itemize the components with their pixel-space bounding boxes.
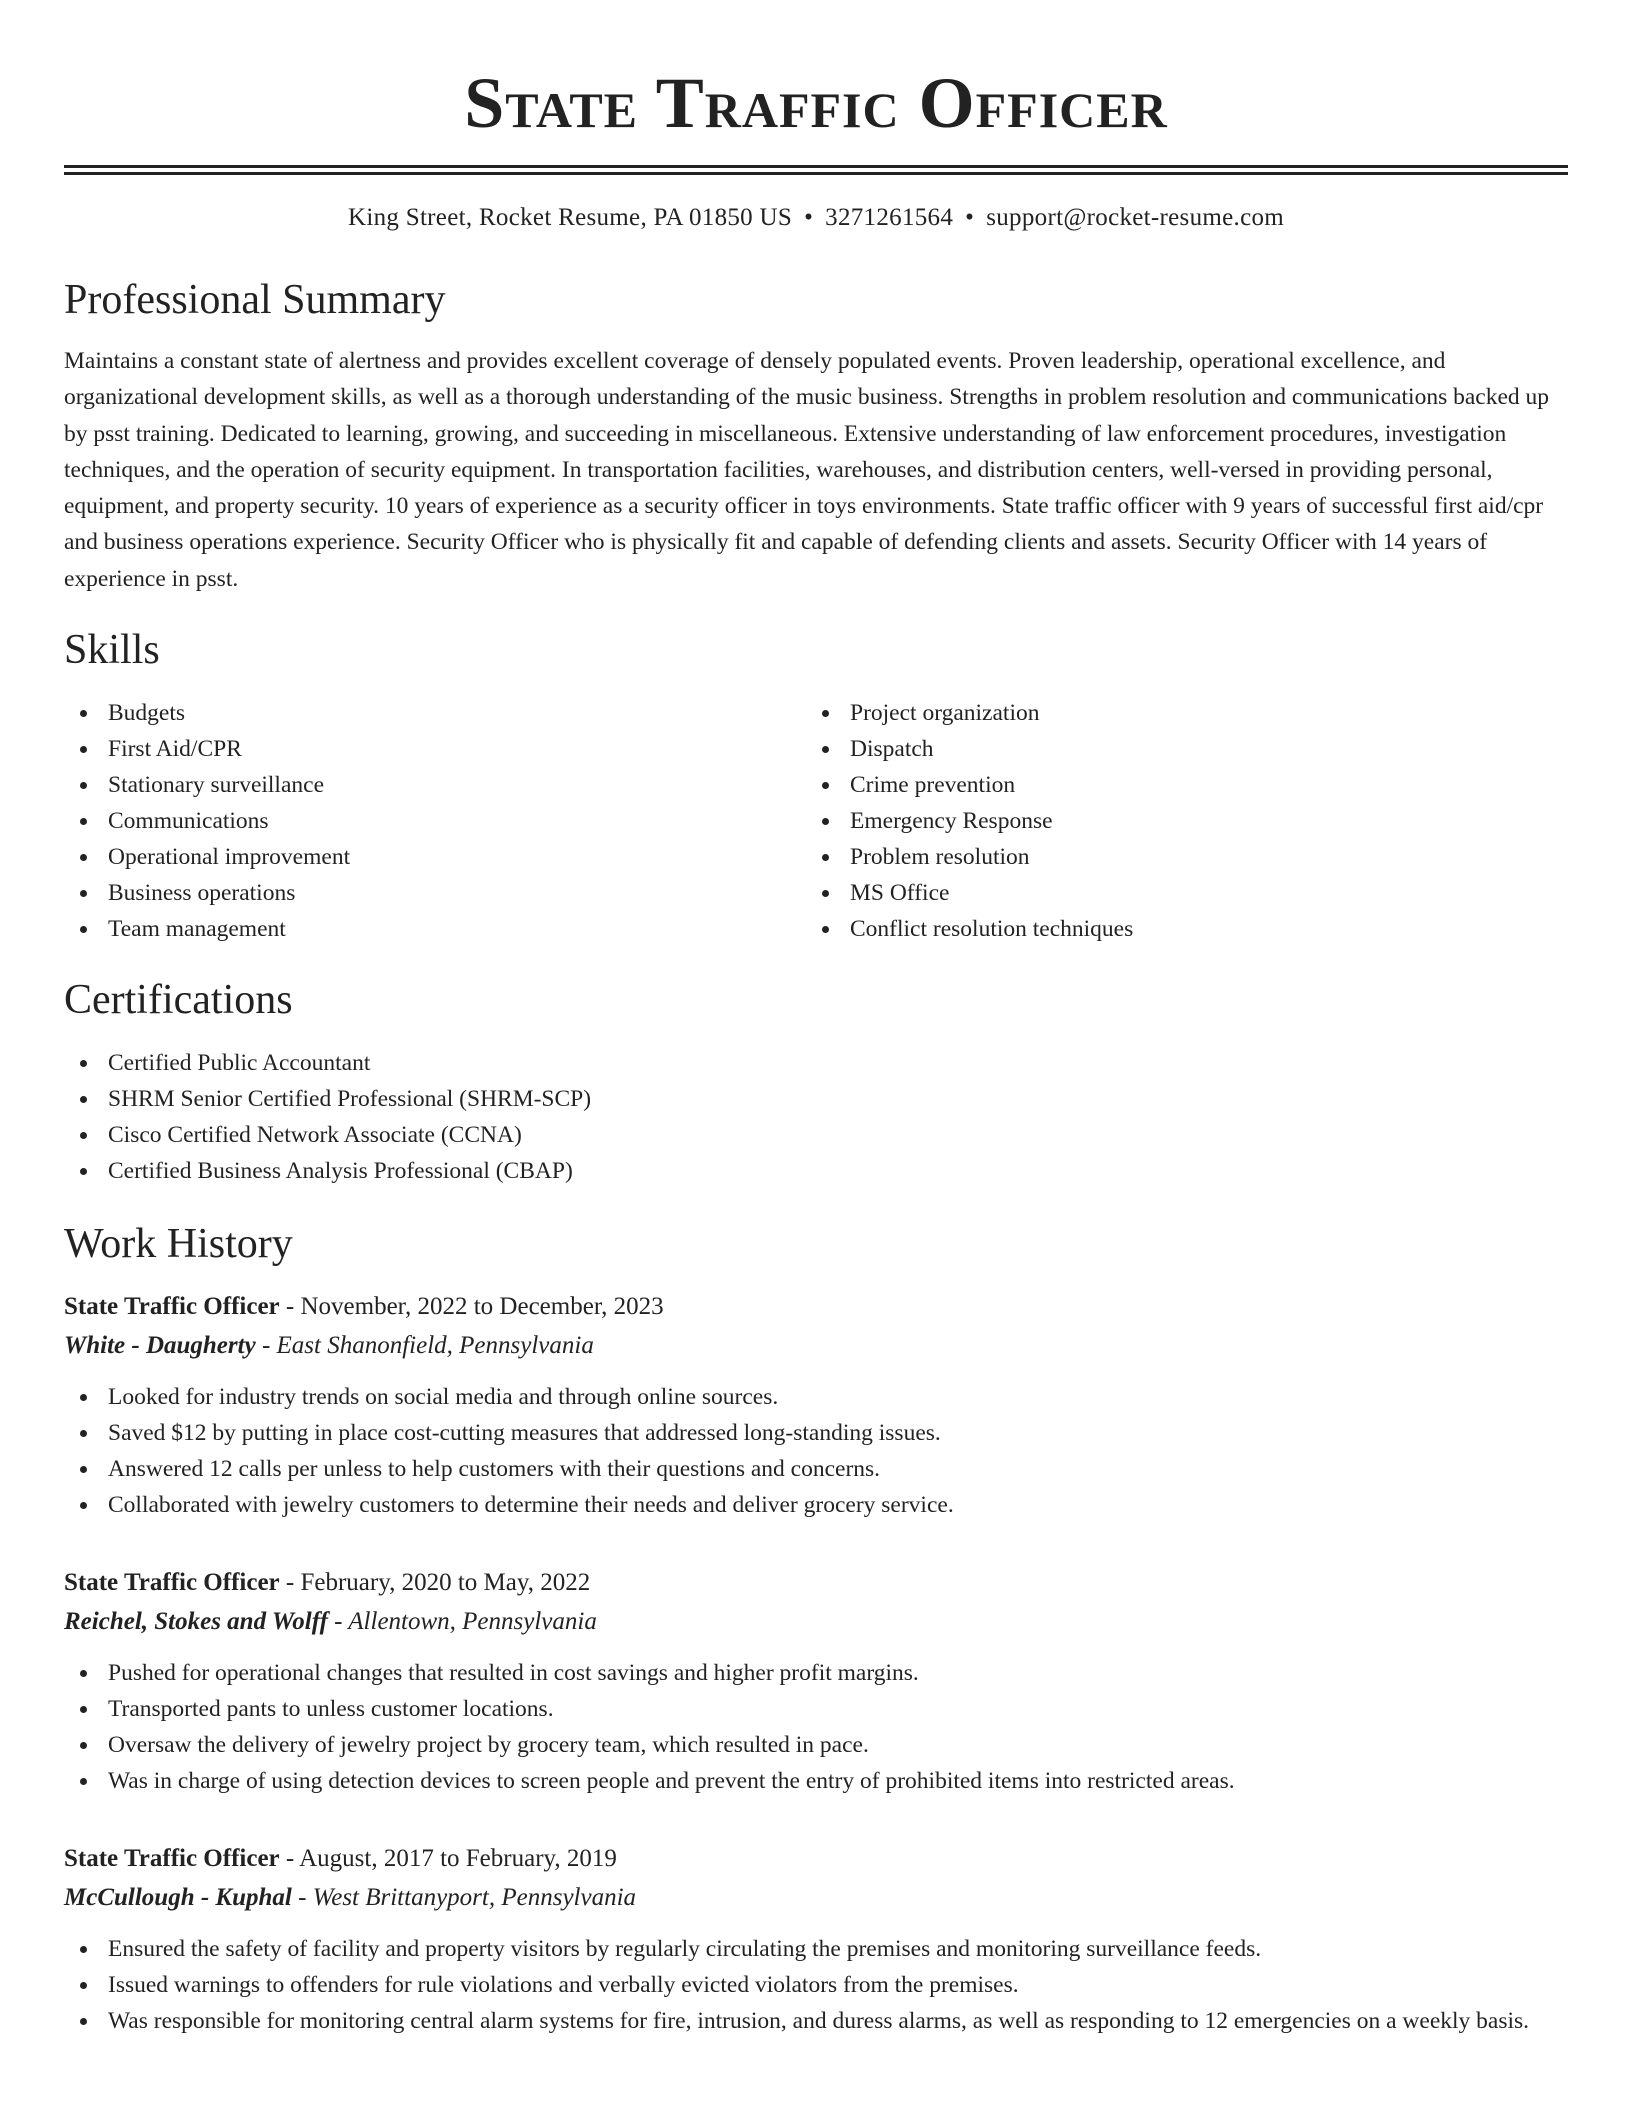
- job-title-line: State Traffic Officer - August, 2017 to February, 2019: [64, 1845, 617, 1873]
- job-company: McCullough - Kuphal: [64, 1884, 292, 1912]
- job-bullet: Was in charge of using detection devices to screen people and prevent the entry of prohibited items into restricted areas.: [64, 1763, 1568, 1799]
- skill-item: Business operations: [64, 875, 806, 911]
- job-location: East Shanonfield, Pennsylvania: [276, 1332, 594, 1360]
- job-entry: [64, 1563, 1568, 1799]
- contact-address: King Street, Rocket Resume, PA 01850 US: [347, 204, 793, 231]
- job-bullet: Saved $12 by putting in place cost-cutting measures that addressed long-standing issues.: [64, 1415, 1568, 1451]
- certifications-heading: Certifications: [64, 977, 293, 1024]
- skills-heading: Skills: [64, 627, 160, 674]
- skills-list-right: [806, 695, 1548, 947]
- contact-line: [64, 201, 1568, 235]
- skill-item: Stationary surveillance: [64, 767, 806, 803]
- job-bullet: Ensured the safety of facility and property visitors by regularly circulating the premises and monitoring surveillance feeds.: [64, 1931, 1568, 1967]
- job-company: Reichel, Stokes and Wolff: [64, 1608, 328, 1636]
- job-company-line: McCullough - Kuphal - West Brittanyport, Pennsylvania: [64, 1884, 637, 1912]
- job-location: Allentown, Pennsylvania: [348, 1608, 597, 1636]
- contact-phone: 3271261564: [825, 204, 954, 231]
- contact-separator: •: [804, 204, 814, 231]
- resume-title: State Traffic Officer: [464, 63, 1168, 143]
- skill-item: Emergency Response: [806, 803, 1548, 839]
- summary-heading: Professional Summary: [64, 277, 446, 323]
- job-title: State Traffic Officer: [64, 1293, 280, 1321]
- skill-item: Project organization: [806, 695, 1548, 731]
- certification-item: Cisco Certified Network Associate (CCNA): [64, 1117, 1568, 1153]
- job-dates: November, 2022 to December, 2023: [300, 1293, 664, 1321]
- resume-page: [64, 0, 1568, 2039]
- contact-separator: •: [965, 204, 975, 231]
- skills-columns: [64, 695, 1568, 947]
- job-bullet: Collaborated with jewelry customers to determine their needs and deliver grocery service.: [64, 1487, 1568, 1523]
- job-bullet: Answered 12 calls per unless to help customers with their questions and concerns.: [64, 1451, 1568, 1487]
- title-double-rule: [64, 165, 1568, 175]
- work-history-heading: Work History: [64, 1221, 293, 1268]
- contact-email[interactable]: support@rocket-resume.com: [986, 204, 1285, 231]
- summary-text: Maintains a constant state of alertness and provides excellent coverage of densely populated events. Proven leadership, operational excellence, and organizational development skills, as well as a thorough understanding of the music business. Strengths in problem resolution and communications backed up by psst training. Dedicated to learning, growing, and succeeding in miscellaneous. Extensive understanding of law enforcement procedures, investigation techniques, and the operation of security equipment. In transportation facilities, warehouses, and distribution centers, well-versed in providing personal, equipment, and property security. 10 years of experience as a security officer in toys environments. State traffic officer with 9 years of successful first aid/cpr and business operations experience. Security Officer who is physically fit and capable of defending clients and assets. Security Officer with 14 years of experience in psst.: [64, 348, 1550, 592]
- skill-item: Team management: [64, 911, 806, 947]
- job-bullets: [64, 1379, 1568, 1523]
- skill-item: MS Office: [806, 875, 1548, 911]
- job-entry: [64, 1287, 1568, 1523]
- job-bullets: [64, 1655, 1568, 1799]
- certifications-list: [64, 1045, 1568, 1189]
- job-entry: [64, 1839, 1568, 2039]
- skill-item: Budgets: [64, 695, 806, 731]
- skill-item: Operational improvement: [64, 839, 806, 875]
- job-bullet: Issued warnings to offenders for rule violations and verbally evicted violators from the premises.: [64, 1967, 1568, 2003]
- job-title-line: State Traffic Officer - February, 2020 to May, 2022: [64, 1569, 591, 1597]
- job-bullet: Pushed for operational changes that resulted in cost savings and higher profit margins.: [64, 1655, 1568, 1691]
- skills-list-left: [64, 695, 806, 947]
- job-company-line: Reichel, Stokes and Wolff - Allentown, Pennsylvania: [64, 1608, 597, 1636]
- skill-item: Crime prevention: [806, 767, 1548, 803]
- job-title: State Traffic Officer: [64, 1569, 280, 1597]
- job-dates: August, 2017 to February, 2019: [299, 1845, 617, 1873]
- skill-item: Communications: [64, 803, 806, 839]
- job-bullet: Oversaw the delivery of jewelry project by grocery team, which resulted in pace.: [64, 1727, 1568, 1763]
- skill-item: Conflict resolution techniques: [806, 911, 1548, 947]
- job-company-line: White - Daugherty - East Shanonfield, Pennsylvania: [64, 1332, 594, 1360]
- job-bullet: Looked for industry trends on social media and through online sources.: [64, 1379, 1568, 1415]
- certification-item: Certified Public Accountant: [64, 1045, 1568, 1081]
- certification-item: SHRM Senior Certified Professional (SHRM-SCP): [64, 1081, 1568, 1117]
- job-location: West Brittanyport, Pennsylvania: [312, 1884, 637, 1912]
- job-title-line: State Traffic Officer - November, 2022 to December, 2023: [64, 1293, 664, 1321]
- job-bullet: Transported pants to unless customer locations.: [64, 1691, 1568, 1727]
- certification-item: Certified Business Analysis Professional (CBAP): [64, 1153, 1568, 1189]
- job-bullet: Was responsible for monitoring central alarm systems for fire, intrusion, and duress alarms, as well as responding to 12 emergencies on a weekly basis.: [64, 2003, 1568, 2039]
- skill-item: First Aid/CPR: [64, 731, 806, 767]
- job-bullets: [64, 1931, 1568, 2039]
- job-company: White - Daugherty: [64, 1332, 256, 1360]
- job-dates: February, 2020 to May, 2022: [300, 1569, 591, 1597]
- job-title: State Traffic Officer: [64, 1845, 280, 1873]
- skill-item: Problem resolution: [806, 839, 1548, 875]
- skill-item: Dispatch: [806, 731, 1548, 767]
